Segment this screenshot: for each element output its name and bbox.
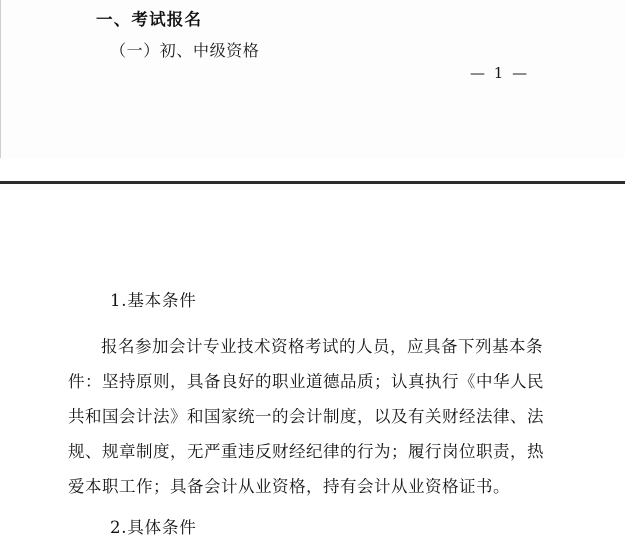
heading-specific-conditions: 2.具体条件 (110, 518, 197, 537)
current-page-body (0, 184, 625, 539)
heading-basic-conditions: 1.基本条件 (110, 291, 197, 310)
paragraph-line: 报名参加会计专业技术资格考试的人员，应具备下列基本条 (101, 337, 543, 356)
page-gap (0, 158, 625, 182)
paragraph-basic-conditions (68, 329, 568, 504)
paragraph-line: 规、规章制度，无严重违反财经纪律的行为；履行岗位职责，热 (68, 442, 544, 461)
section-heading-exam-registration: 一、考试报名 (96, 10, 203, 29)
paragraph-line: 件：坚持原则，具备良好的职业道德品质；认真执行《中华人民 (68, 372, 544, 391)
page-number: — 1 — (470, 64, 530, 82)
paragraph-line: 共和国会计法》和国家统一的会计制度，以及有关财经法律、法 (68, 407, 544, 426)
scan-edge-line-left (0, 0, 1, 158)
paragraph-line: 爱本职工作；具备会计从业资格，持有会计从业资格证书。 (68, 477, 510, 496)
previous-page-fragment (0, 0, 625, 160)
subsection-heading-junior-intermediate: （一）初、中级资格 (110, 41, 260, 60)
